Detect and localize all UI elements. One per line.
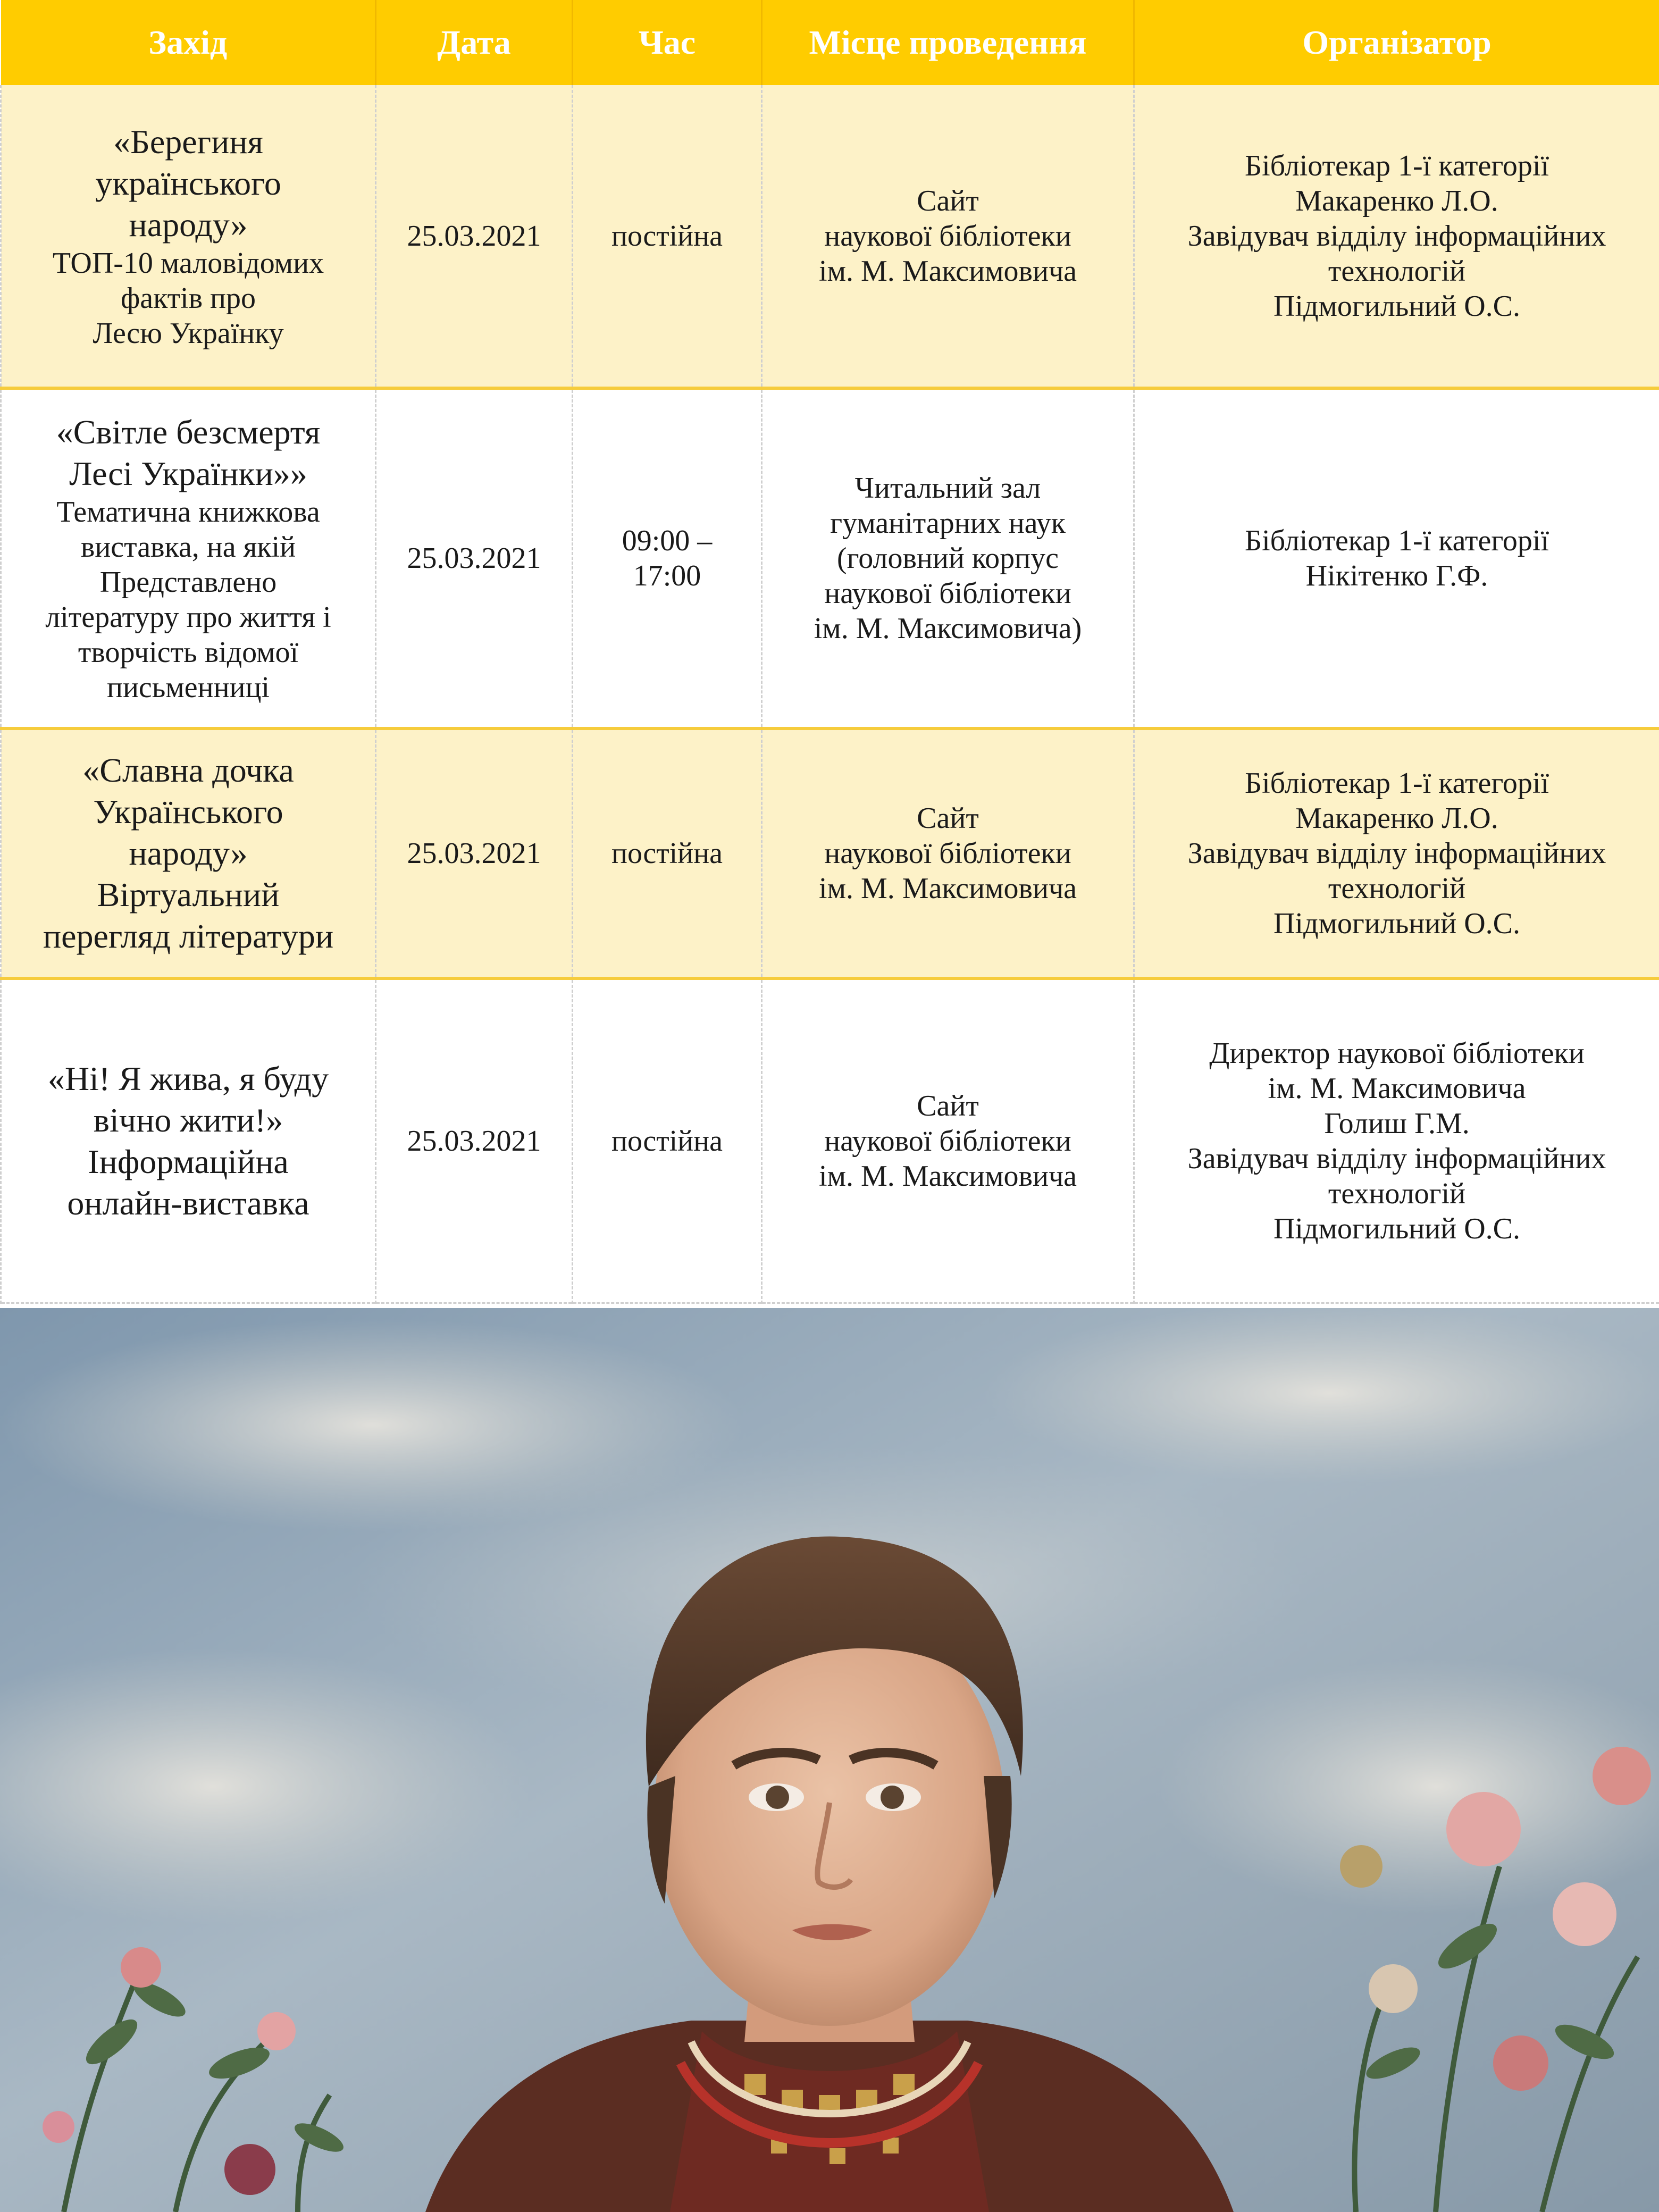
organizer-line: Нікітенко Г.Ф. <box>1305 559 1488 592</box>
organizer-cell <box>1134 728 1659 978</box>
place-line: (головний корпус <box>837 542 1059 575</box>
organizer-line: Підмогильний О.С. <box>1273 1212 1521 1245</box>
organizer-cell <box>1134 978 1659 1303</box>
place-line: Сайт <box>917 1089 979 1122</box>
event-description: онлайн-виставка <box>67 1184 309 1222</box>
organizer-line: Бібліотекар 1-ї категорії <box>1244 149 1549 182</box>
organizer-line: Макаренко Л.О. <box>1295 802 1498 835</box>
date-cell: 25.03.2021 <box>376 978 573 1303</box>
event-cell <box>1 728 376 978</box>
time-cell <box>573 978 762 1303</box>
organizer-line: Макаренко Л.О. <box>1295 184 1498 217</box>
table-row <box>1 728 1659 978</box>
date-cell: 25.03.2021 <box>376 728 573 978</box>
place-cell <box>762 728 1134 978</box>
event-title: «Ні! Я жива, я буду <box>47 1059 329 1097</box>
organizer-line: технологій <box>1328 1177 1466 1210</box>
place-line: ім. М. Максимовича <box>819 254 1077 288</box>
organizer-cell <box>1134 85 1659 388</box>
event-description: Тематична книжкова <box>56 496 320 529</box>
event-title: народу» <box>129 205 248 244</box>
header-time: Час <box>573 0 762 85</box>
event-description: фактів про <box>120 281 256 315</box>
table-row <box>1 388 1659 728</box>
time-text: постійна <box>611 837 723 870</box>
table-row <box>1 85 1659 388</box>
event-title: «Славна дочка <box>82 751 294 789</box>
event-title: вічно жити!» <box>93 1101 283 1139</box>
organizer-line: Підмогильний О.С. <box>1273 907 1521 940</box>
organizer-line: Директор наукової бібліотеки <box>1209 1036 1585 1070</box>
table-row <box>1 978 1659 1303</box>
event-description: літературу про життя і <box>45 601 331 634</box>
table-header-row <box>1 0 1659 85</box>
event-description: Представлено <box>99 566 277 599</box>
place-line: наукової бібліотеки <box>824 219 1071 253</box>
date-cell: 25.03.2021 <box>376 388 573 728</box>
organizer-line: Завідувач відділу інформаційних <box>1187 1142 1606 1175</box>
event-cell <box>1 388 376 728</box>
place-line: Читальний зал <box>854 472 1041 505</box>
header-organizer: Організатор <box>1134 0 1659 85</box>
place-line: наукової бібліотеки <box>824 1124 1071 1158</box>
time-text: 17:00 <box>633 559 701 592</box>
place-cell <box>762 85 1134 388</box>
event-description: творчість відомої <box>78 636 299 669</box>
event-title: Українського <box>93 793 283 831</box>
event-title: «Берегиня <box>113 122 263 161</box>
place-cell <box>762 388 1134 728</box>
time-cell <box>573 388 762 728</box>
organizer-line: Бібліотекар 1-ї категорії <box>1244 524 1549 557</box>
header-date: Дата <box>376 0 573 85</box>
place-cell <box>762 978 1134 1303</box>
event-description: письменниці <box>106 671 270 704</box>
portrait-painting-icon <box>0 1308 1659 2212</box>
place-line: наукової бібліотеки <box>824 577 1071 610</box>
organizer-cell <box>1134 388 1659 728</box>
place-line: ім. М. Максимовича <box>819 1159 1077 1193</box>
organizer-line: технологій <box>1328 872 1466 905</box>
event-description: ТОП-10 маловідомих <box>52 246 324 280</box>
place-line: Сайт <box>917 802 979 835</box>
place-line: гуманітарних наук <box>830 507 1066 540</box>
event-description: Лесю Українку <box>93 316 284 350</box>
header-place: Місце проведення <box>762 0 1134 85</box>
place-line: наукової бібліотеки <box>824 837 1071 870</box>
date-cell: 25.03.2021 <box>376 85 573 388</box>
time-text: 09:00 – <box>622 524 713 557</box>
organizer-line: ім. М. Максимовича <box>1268 1071 1526 1105</box>
time-text: постійна <box>611 1124 723 1158</box>
event-cell <box>1 978 376 1303</box>
time-cell <box>573 85 762 388</box>
event-title: Лесі Українки»» <box>69 455 307 492</box>
time-cell <box>573 728 762 978</box>
place-line: Сайт <box>917 184 979 217</box>
event-title: «Світле безсмертя <box>56 413 321 451</box>
organizer-line: Завідувач відділу інформаційних <box>1187 219 1606 253</box>
organizer-line: Завідувач відділу інформаційних <box>1187 837 1606 870</box>
place-line: ім. М. Максимовича <box>819 872 1077 905</box>
event-title: народу» <box>129 834 248 872</box>
time-text: постійна <box>611 219 723 253</box>
event-description: перегляд літератури <box>43 917 334 955</box>
event-title: українського <box>95 164 281 202</box>
organizer-line: Підмогильний О.С. <box>1273 289 1521 323</box>
event-description: виставка, на якій <box>80 531 296 564</box>
header-event: Захід <box>1 0 376 85</box>
organizer-line: технологій <box>1328 254 1466 288</box>
event-description: Віртуальний <box>97 876 280 914</box>
organizer-line: Голиш Г.М. <box>1324 1107 1470 1140</box>
event-description: Інформаційна <box>88 1142 289 1180</box>
organizer-line: Бібліотекар 1-ї категорії <box>1244 767 1549 800</box>
event-cell <box>1 85 376 388</box>
place-line: ім. М. Максимовича) <box>814 612 1082 645</box>
